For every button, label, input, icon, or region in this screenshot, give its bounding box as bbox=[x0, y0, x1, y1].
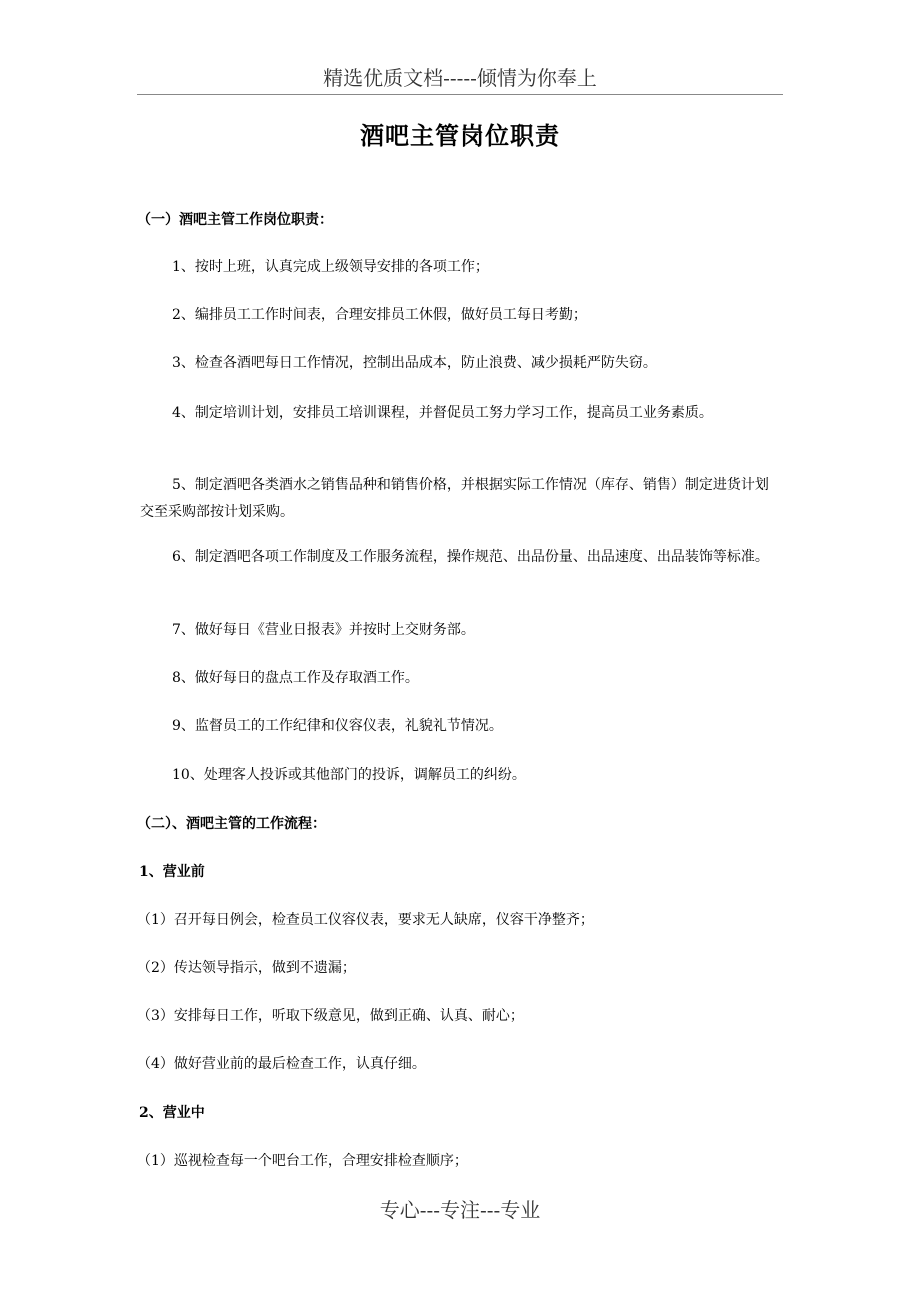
duty-item-6: 6、制定酒吧各项工作制度及工作服务流程，操作规范、出品份量、出品速度、出品装饰等标准。 bbox=[172, 549, 769, 565]
pre-business-item-2: （2）传达领导指示，做到不遗漏； bbox=[137, 960, 356, 976]
in-business-heading: 2、营业中 bbox=[139, 1105, 205, 1121]
pre-business-item-1: （1）召开每日例会，检查员工仪容仪表，要求无人缺席，仪容干净整齐； bbox=[137, 912, 594, 928]
duty-item-3: 3、检查各酒吧每日工作情况，控制出品成本，防止浪费、减少损耗严防失窃。 bbox=[172, 355, 657, 371]
duty-item-2: 2、编排员工工作时间表，合理安排员工休假，做好员工每日考勤； bbox=[172, 307, 587, 323]
duty-item-9: 9、监督员工的工作纪律和仪容仪表，礼貌礼节情况。 bbox=[172, 718, 503, 734]
header-divider bbox=[137, 94, 783, 95]
duty-item-1: 1、按时上班，认真完成上级领导安排的各项工作； bbox=[172, 259, 489, 275]
section-2-heading: （二）、酒吧主管的工作流程： bbox=[137, 816, 326, 832]
in-business-item-1: （1）巡视检查每一个吧台工作，合理安排检查顺序； bbox=[137, 1153, 468, 1169]
section-1-heading: （一）酒吧主管工作岗位职责： bbox=[137, 212, 333, 228]
duty-item-4: 4、制定培训计划，安排员工培训课程，并督促员工努力学习工作，提高员工业务素质。 bbox=[172, 405, 713, 421]
duty-item-8: 8、做好每日的盘点工作及存取酒工作。 bbox=[172, 670, 419, 686]
pre-business-item-4: （4）做好营业前的最后检查工作，认真仔细。 bbox=[137, 1056, 426, 1072]
page-footer: 专心---专注---专业 bbox=[379, 1198, 541, 1222]
page-header: 精选优质文档-----倾情为你奉上 bbox=[323, 66, 597, 90]
pre-business-heading: 1、营业前 bbox=[139, 864, 205, 880]
document-title: 酒吧主管岗位职责 bbox=[360, 121, 560, 150]
duty-item-7: 7、做好每日《营业日报表》并按时上交财务部。 bbox=[172, 622, 475, 638]
duty-item-10: 10、处理客人投诉或其他部门的投诉，调解员工的纠纷。 bbox=[172, 767, 526, 783]
duty-item-5: 5、制定酒吧各类酒水之销售品种和销售价格，并根据实际工作情况（库存、销售）制定进货计划交至采购部按计划采购。 bbox=[140, 477, 769, 520]
pre-business-item-3: （3）安排每日工作，听取下级意见，做到正确、认真、耐心； bbox=[137, 1008, 524, 1024]
